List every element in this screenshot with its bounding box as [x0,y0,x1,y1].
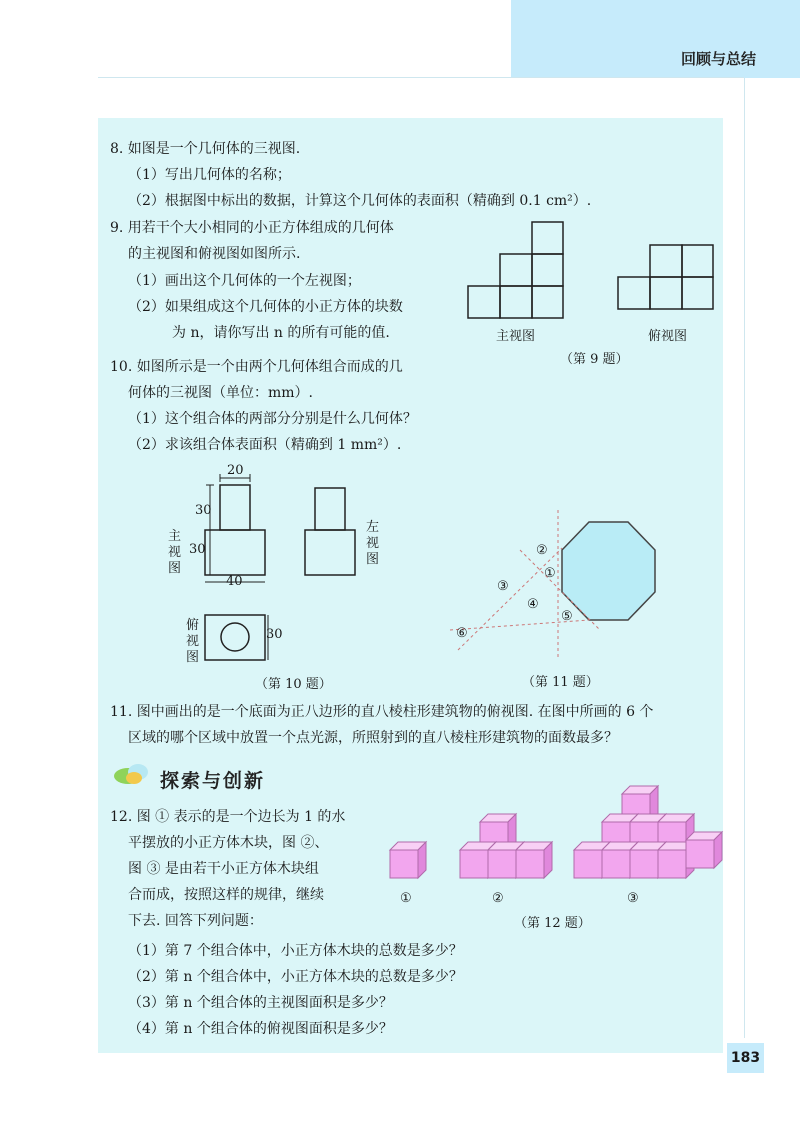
p10-left-label-1: 左 [366,520,380,535]
p11-region-4: ④ [527,597,539,612]
p10-dim-20: 20 [227,463,244,478]
p12-fig1-label: ① [400,891,412,906]
p9-caption: （第 9 题） [560,352,629,367]
section-flower-icon [112,760,154,790]
p11-octagon-figure [450,510,680,660]
p9-q2a: （2）如果组成这个几何体的小正方体的块数 [128,299,403,315]
p10-dim-30-top-view: 30 [266,627,283,642]
p9-stem1: 9. 用若干个大小相同的小正方体组成的几何体 [110,220,394,236]
p10-stem1: 10. 如图所示是一个由两个几何体组合而成的几 [110,359,403,375]
p12-caption: （第 12 题） [514,916,591,931]
p11-line2: 区域的哪个区域中放置一个点光源，所照射到的直八棱柱形建筑物的面数最多？ [128,730,618,746]
p10-top-label-2: 视 [186,634,200,649]
p9-q1: （1）画出这个几何体的一个左视图； [128,273,361,289]
p10-dim-30-bottom: 30 [189,542,206,557]
p8-q2: （2）根据图中标出的数据，计算这个几何体的表面积（精确到 0.1 cm²）. [128,193,592,209]
p9-main-view-figure [468,222,568,322]
p11-caption: （第 11 题） [522,675,599,690]
p12-q3: （3）第 n 个组合体的主视图面积是多少？ [128,995,393,1011]
section-title: 探索与创新 [160,770,266,792]
p12-q2: （2）第 n 个组合体中，小正方体木块的总数是多少？ [128,969,463,985]
p8-q1: （1）写出几何体的名称； [128,167,291,183]
p10-main-label-3: 图 [168,561,182,576]
p12-fig3-label: ③ [627,891,639,906]
p10-main-label-1: 主 [168,529,182,544]
p10-caption: （第 10 题） [255,677,332,692]
p10-stem2: 何体的三视图（单位：mm）. [128,385,314,401]
p9-q2b: 为 n，请你写出 n 的所有可能的值. [172,325,390,341]
p9-main-view-label: 主视图 [496,329,536,344]
p11-region-2: ② [536,543,548,558]
p11-region-1: ① [544,566,556,581]
p10-left-label-3: 图 [366,552,380,567]
p8-stem: 8. 如图是一个几何体的三视图. [110,141,301,157]
p12-q1: （1）第 7 个组合体中，小正方体木块的总数是多少？ [128,943,463,959]
p10-q2: （2）求该组合体表面积（精确到 1 mm²）. [128,437,402,453]
header-tab [511,0,800,78]
p12-fig2-label: ② [492,891,504,906]
p11-region-3: ③ [497,579,509,594]
p12-line4: 合而成，按照这样的规律，继续 [128,887,324,903]
header-rule [98,77,744,78]
page-number: 183 [727,1043,764,1073]
p12-line3: 图 ③ 是由若干小正方体木块组 [128,861,319,877]
p11-line1: 11. 图中画出的是一个底面为正八边形的直八棱柱形建筑物的俯视图. 在图中所画的 6 个 [110,704,654,720]
p12-line1: 12. 图 ① 表示的是一个边长为 1 的水 [110,809,346,825]
p12-line5: 下去. 回答下列问题： [128,913,263,929]
page-header-title: 回顾与总结 [680,50,756,68]
p10-left-label-2: 视 [366,536,380,551]
p12-line2: 平摆放的小正方体木块，图 ②、 [128,835,329,851]
p9-stem2: 的主视图和俯视图如图所示. [128,246,301,262]
p12-cubes-figure [388,780,718,890]
p10-main-label-2: 视 [168,545,182,560]
p9-top-view-label: 俯视图 [648,329,688,344]
p10-top-label-1: 俯 [186,618,200,633]
p12-q4: （4）第 n 个组合体的俯视图面积是多少？ [128,1021,393,1037]
p11-region-5: ⑤ [561,609,573,624]
p10-q1: （1）这个组合体的两部分分别是什么几何体？ [128,411,417,427]
p10-dim-40: 40 [226,574,243,589]
p10-top-label-3: 图 [186,650,200,665]
p11-region-6: ⑥ [456,626,468,641]
p10-dim-30-top: 30 [195,503,212,518]
side-rule [744,78,745,1038]
p9-top-view-figure [618,245,718,315]
